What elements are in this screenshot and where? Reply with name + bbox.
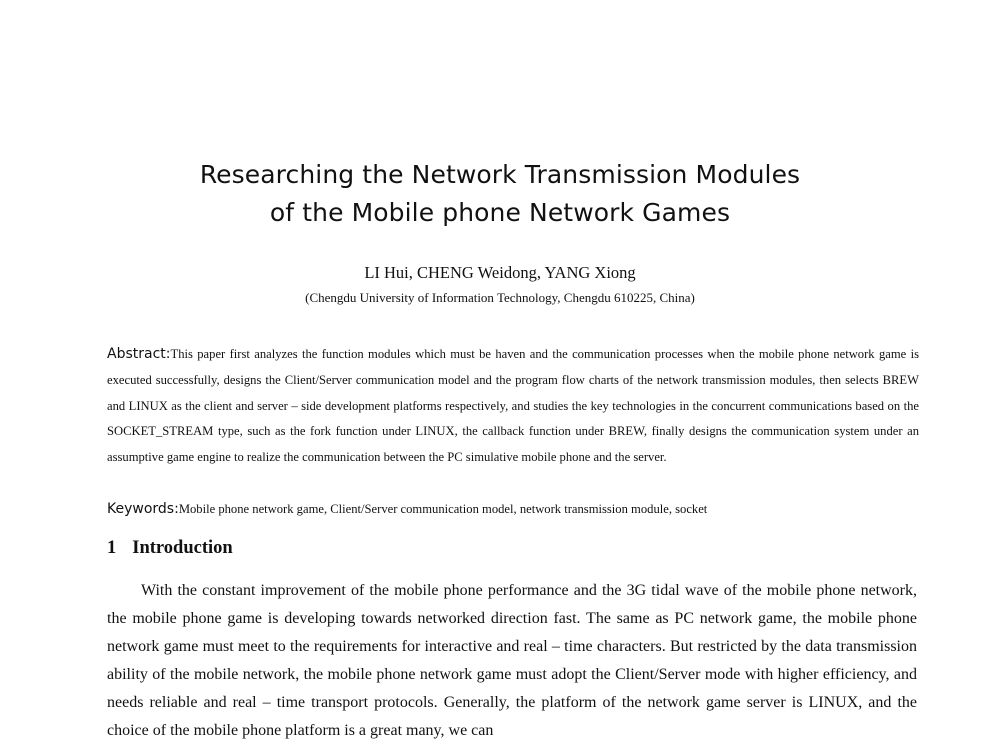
abstract-text: This paper first analyzes the function modules which must be haven and the communication processes when the mobile phone network game is executed successfully, designs the Client/Server communication model and the program flow charts of the network transmission modules, then selects BREW and LINUX as the client and server – side development platforms respectively, and studies the key technologies in the concurrent communications based on the SOCKET_STREAM type, such as the fork function under LINUX, the callback function under BREW, finally designs the communication system under an assumptive game engine to realize the communication between the PC simulative mobile phone and the server. — [107, 347, 919, 465]
keywords-label: Keywords: — [107, 501, 179, 517]
keywords-text: Mobile phone network game, Client/Server communication model, network transmission module, socket — [178, 502, 708, 516]
affiliation: (Chengdu University of Information Technology, Chengdu 610225, China) — [305, 290, 695, 305]
keywords — [107, 497, 919, 522]
body-paragraph: With the constant improvement of the mobile phone performance and the 3G tidal wave of the mobile phone network, the mobile phone game is developing towards networked direction fast. The same as PC network game, the mobile phone network game must meet to the requirements for interactive and real – time characters. But restricted by the data transmission ability of the mobile network, the mobile phone network game must adopt the Client/Server mode with higher efficiency, and needs reliable and real – time transport protocols. Generally, the platform of the network game server is LINUX, and the choice of the mobile phone platform is a great many, we can — [107, 582, 917, 739]
abstract-label: Abstract: — [107, 346, 171, 362]
section-heading — [107, 538, 233, 559]
section-number: 1 — [107, 538, 117, 558]
abstract — [107, 342, 919, 471]
author-list: LI Hui, CHENG Weidong, YANG Xiong — [364, 263, 636, 282]
paper-title-line-1: Researching the Network Transmission Modules — [199, 160, 801, 189]
paper-title-line-2: of the Mobile phone Network Games — [269, 198, 731, 227]
section-title: Introduction — [132, 538, 233, 558]
